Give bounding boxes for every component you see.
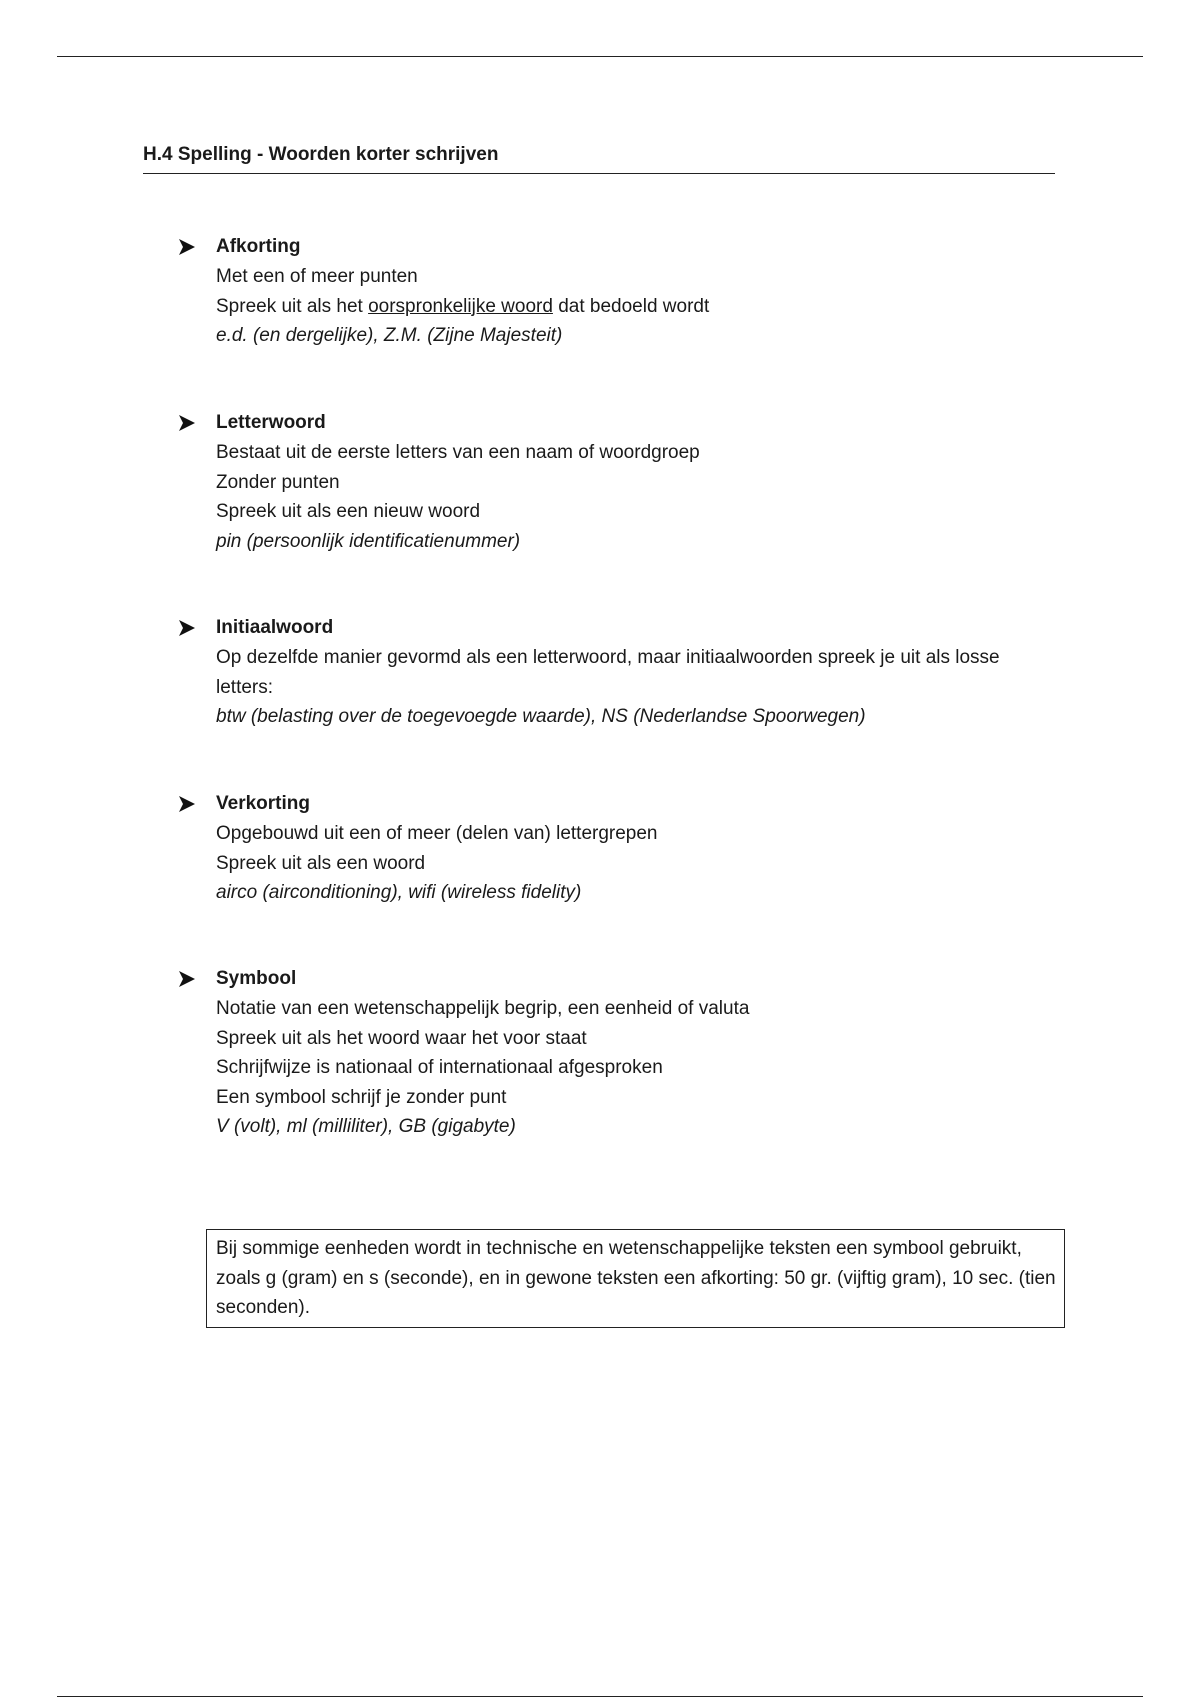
section-symbool	[178, 964, 1078, 1142]
section-term: Initiaalwoord	[216, 617, 334, 638]
section-line: Spreek uit als het woord waar het voor staat	[216, 1027, 587, 1049]
section-afkorting	[178, 232, 1078, 351]
line-text: dat bedoeld wordt	[552, 295, 710, 317]
arrowhead-bullet-icon	[178, 238, 216, 256]
section-heading	[178, 964, 1078, 994]
section-heading	[178, 613, 1078, 643]
page-title: H.4 Spelling - Woorden korter schrijven	[143, 144, 1055, 174]
section-line: Spreek uit als een nieuw woord	[216, 501, 481, 522]
section-heading	[178, 232, 1078, 262]
section-heading	[178, 789, 1078, 819]
section-letterwoord	[178, 408, 1078, 556]
section-line: Een symbool schrijf je zonder punt	[216, 1086, 507, 1108]
section-verkorting	[178, 789, 1078, 908]
example-line: pin (persoonlijk identificatienummer)	[216, 530, 521, 552]
arrowhead-bullet-icon	[178, 970, 216, 988]
section-line: Bestaat uit de eerste letters van een naam of woordgroep	[216, 442, 700, 463]
section-term: Afkorting	[216, 236, 301, 257]
section-line: Op dezelfde manier gevormd als een letterwoord, maar initiaalwoorden spreek je uit als losse letters:	[216, 647, 1000, 698]
section-line: Opgebouwd uit een of meer (delen van) lettergrepen	[216, 823, 658, 844]
section-line: Spreek uit als een woord	[216, 852, 426, 874]
example-line: airco (airconditioning), wifi (wireless fidelity)	[216, 882, 582, 903]
section-term: Letterwoord	[216, 412, 326, 433]
section-line: Schrijfwijze is nationaal of internationaal afgesproken	[216, 1057, 663, 1078]
header-rule	[57, 56, 1143, 57]
section-line: Met een of meer punten	[216, 266, 418, 287]
example-line: btw (belasting over de toegevoegde waarde), NS (Nederlandse Spoorwegen)	[216, 706, 866, 727]
arrowhead-bullet-icon	[178, 414, 216, 432]
line-text: Spreek uit als het	[216, 295, 369, 317]
section-initiaalwoord	[178, 613, 1078, 732]
arrowhead-bullet-icon	[178, 619, 216, 637]
example-line: V (volt), ml (milliliter), GB (gigabyte)	[216, 1116, 516, 1137]
section-heading	[178, 408, 1078, 438]
arrowhead-bullet-icon	[178, 795, 216, 813]
note-box: Bij sommige eenheden wordt in technische en wetenschappelijke teksten een symbool gebruikt, zoals g (gram) en s (seconde), en in gewone teksten een afkorting: 50 gr. (vijftig gram), 10 sec. (tien seconden).	[206, 1229, 1065, 1328]
footer-rule	[57, 1696, 1143, 1697]
section-line	[216, 292, 1078, 322]
section-line: Notatie van een wetenschappelijk begrip, een eenheid of valuta	[216, 998, 750, 1019]
section-term: Symbool	[216, 968, 297, 989]
section-line: Zonder punten	[216, 471, 340, 493]
underlined-term: oorspronkelijke woord	[368, 295, 553, 317]
example-line: e.d. (en dergelijke), Z.M. (Zijne Majesteit)	[216, 325, 563, 346]
section-term: Verkorting	[216, 793, 310, 814]
